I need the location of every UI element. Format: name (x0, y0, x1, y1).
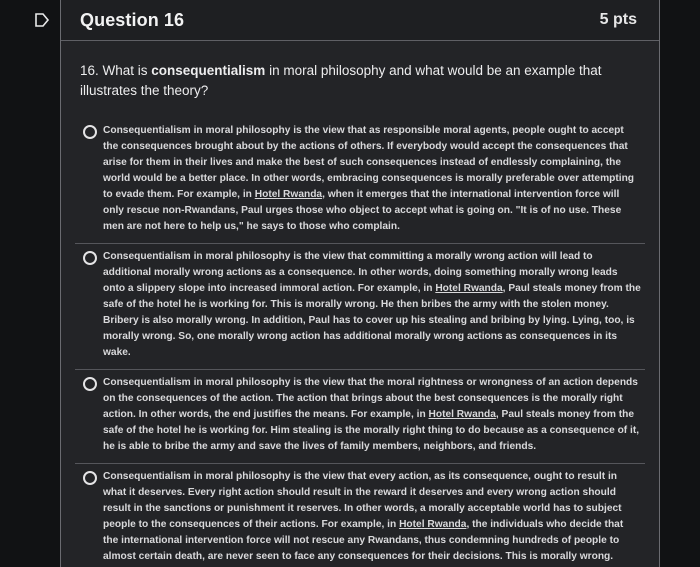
film-title-link: Hotel Rwanda (435, 283, 503, 294)
radio-button-icon[interactable] (83, 251, 97, 265)
question-points: 5 pts (599, 11, 637, 28)
question-title: Question 16 (80, 9, 185, 30)
answer-text-part: , when it emerges that the international intervention force will only rescue non-Rwandans, Paul urges those who object to accept what is going on. "It is of no use. These men are not here to help us," he says to those who complain. (103, 189, 622, 232)
question-prefix: 16. What is (80, 63, 152, 78)
question-header (61, 0, 659, 41)
flag-question-icon[interactable] (33, 11, 51, 29)
question-text (80, 61, 641, 101)
answer-option-4[interactable] (75, 463, 645, 567)
answer-text (103, 123, 641, 235)
question-card (60, 0, 660, 567)
answer-text-part: Consequentialism in moral philosophy is the view that as responsible moral agents, people ought to accept the consequences brought about by the actions of others. If everybody would accept the consequences that arise for them in their lives and make the best of such consequences instead of endlessly complaining, the world would be a better place. In other words, embracing consequences is morally preferable over attempting to evade them. For example, in (103, 125, 635, 200)
answer-text-part: , the individuals who decide that the international intervention force will not rescue any Rwandans, thus condemning hundreds of people to almost certain death, are never seen to face any consequences for their decisions. This is morally wrong. (103, 519, 624, 562)
radio-button-icon[interactable] (83, 125, 97, 139)
answer-text-part: Consequentialism in moral philosophy is the view that the moral rightness or wrongness of an action depends on the consequences of the action. The action that brings about the best consequences is the morally right action. In other words, the end justifies the means. For example, in (103, 377, 638, 420)
answer-text (103, 249, 641, 361)
answer-list (75, 119, 645, 567)
answer-option-2[interactable] (75, 243, 645, 369)
answer-text (103, 469, 641, 565)
answer-option-3[interactable] (75, 369, 645, 463)
answer-text-part: , Paul steals money from the safe of the hotel he is working for. Him stealing is the morally right thing to do because as a consequence of it, he is able to bribe the army and save the lives of family members, neighbors, and friends. (103, 409, 640, 452)
answer-text-part: , Paul steals money from the safe of the hotel he is working for. This is morally wrong. He then bribes the army with the stolen money. Bribery is also morally wrong. In addition, Paul has to cover up his stealing and bribing by lying. Lying, too, is morally wrong. So, one morally wrong action has additional morally wrong actions as consequences in its wake. (103, 283, 641, 358)
answer-option-1[interactable] (75, 119, 645, 243)
film-title-link: Hotel Rwanda (254, 189, 323, 200)
question-rest: in moral philosophy and what would be an example that illustrates the theory? (80, 63, 602, 98)
answer-text-part: Consequentialism in moral philosophy is the view that committing a morally wrong action will lead to additional morally wrong actions as a consequence. In other words, doing something morally wrong leads onto a slippery slope into increased immoral action. For example, in (103, 251, 618, 294)
film-title-link: Hotel Rwanda (428, 409, 496, 420)
radio-button-icon[interactable] (83, 377, 97, 391)
answer-text-part: Consequentialism in moral philosophy is the view that every action, as its consequence, ought to result in what it deserves. Every right action should result in the reward it deserves and every wrong action should result in the sanctions or punishment it reserves. In other words, a morally acceptable world has to subject people to the consequences of their actions. For example, in (103, 471, 622, 530)
radio-button-icon[interactable] (83, 471, 97, 485)
answer-text (103, 375, 641, 455)
question-term: consequentialism (151, 63, 266, 78)
film-title-link: Hotel Rwanda (399, 519, 467, 530)
